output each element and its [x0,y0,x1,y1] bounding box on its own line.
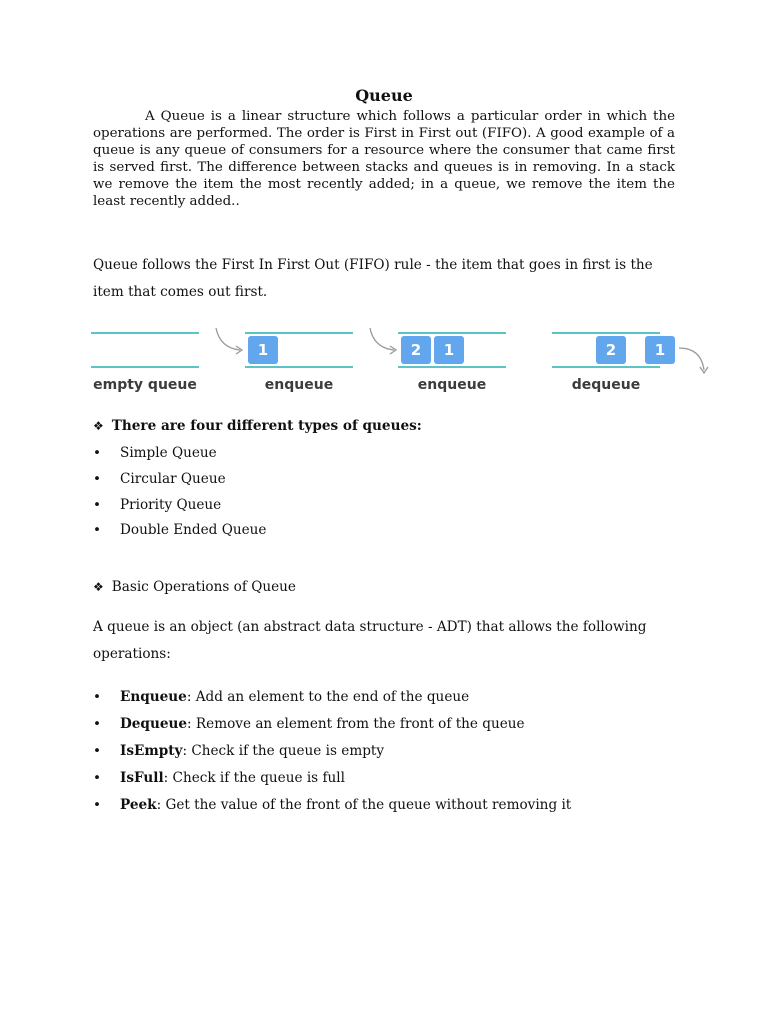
operations-heading [93,579,296,595]
enqueue-arrow-icon [368,326,400,356]
operation-name: IsEmpty [120,743,183,759]
panel-caption: enqueue [417,377,487,393]
list-item-text: Circular Queue [120,470,226,487]
queue-item-box: 1 [434,336,464,364]
types-heading-text: There are four different types of queues: [111,418,422,434]
queue-item-box: 1 [248,336,278,364]
bullet-icon: • [93,522,102,539]
operation-desc: : Check if the queue is full [163,770,345,786]
operation-name: Enqueue [120,689,187,705]
dequeued-item-box: 1 [645,336,675,364]
operations-heading-text: Basic Operations of Queue [111,579,296,595]
bullet-icon: • [93,797,102,813]
list-item [93,519,266,545]
queue-item-box: 2 [401,336,431,364]
queue-bottom-line [245,366,353,368]
panel-caption: enqueue [264,377,334,393]
queue-top-line [245,332,353,334]
queue-item-box: 2 [596,336,626,364]
list-item [93,713,571,740]
fifo-rule-paragraph: Queue follows the First In First Out (FIFO) rule - the item that goes in first is the item that comes out first. [93,257,653,300]
page-title: Queue [355,86,413,105]
bullet-icon: • [93,445,102,461]
list-item [93,740,571,767]
bullet-icon: • [93,470,102,487]
queue-bottom-line [552,366,660,368]
queue-bottom-line [398,366,506,368]
queue-types-list [93,442,266,545]
operation-desc: : Remove an element from the front of the queue [187,716,525,732]
diamond-bullet-icon: ❖ [93,419,104,433]
list-item [93,442,266,468]
list-item-text: Simple Queue [120,445,217,461]
operation-desc: : Check if the queue is empty [182,743,385,759]
enqueue-arrow-icon [214,326,246,356]
diamond-bullet-icon: ❖ [93,580,104,594]
list-item [93,686,571,713]
dequeue-arrow-icon [677,342,711,376]
operation-name: IsFull [120,770,164,786]
list-item [93,468,266,494]
operations-list [93,686,571,821]
queue-top-line [398,332,506,334]
queue-top-line [91,332,199,334]
bullet-icon: • [93,716,102,732]
adt-paragraph: A queue is an object (an abstract data structure - ADT) that allows the following operations: [93,619,647,662]
queue-top-line [552,332,660,334]
operation-desc: : Get the value of the front of the queue without removing it [156,797,572,813]
bullet-icon: • [93,496,102,513]
queue-diagram [0,320,768,400]
bullet-icon: • [93,689,102,705]
panel-caption: dequeue [571,377,641,393]
types-heading [93,418,422,434]
list-item [93,794,571,821]
list-item [93,767,571,794]
intro-paragraph: A Queue is a linear structure which follows a particular order in which the operations are performed. The order is First in First out (FIFO). A good example of a queue is any queue of consumers for a resource where the consumer that came first is served first. The difference between stacks and queues is in removing. In a stack we remove the item the most recently added; in a queue, we remove the item the least recently added.. [93,109,675,209]
operation-name: Dequeue [120,716,188,732]
panel-caption: empty queue [93,377,197,393]
queue-bottom-line [91,366,199,368]
bullet-icon: • [93,743,102,759]
bullet-icon: • [93,770,102,786]
list-item-text: Double Ended Queue [120,522,267,539]
list-item-text: Priority Queue [120,496,222,513]
operation-desc: : Add an element to the end of the queue [186,689,470,705]
operation-name: Peek [120,797,157,813]
list-item [93,494,266,520]
